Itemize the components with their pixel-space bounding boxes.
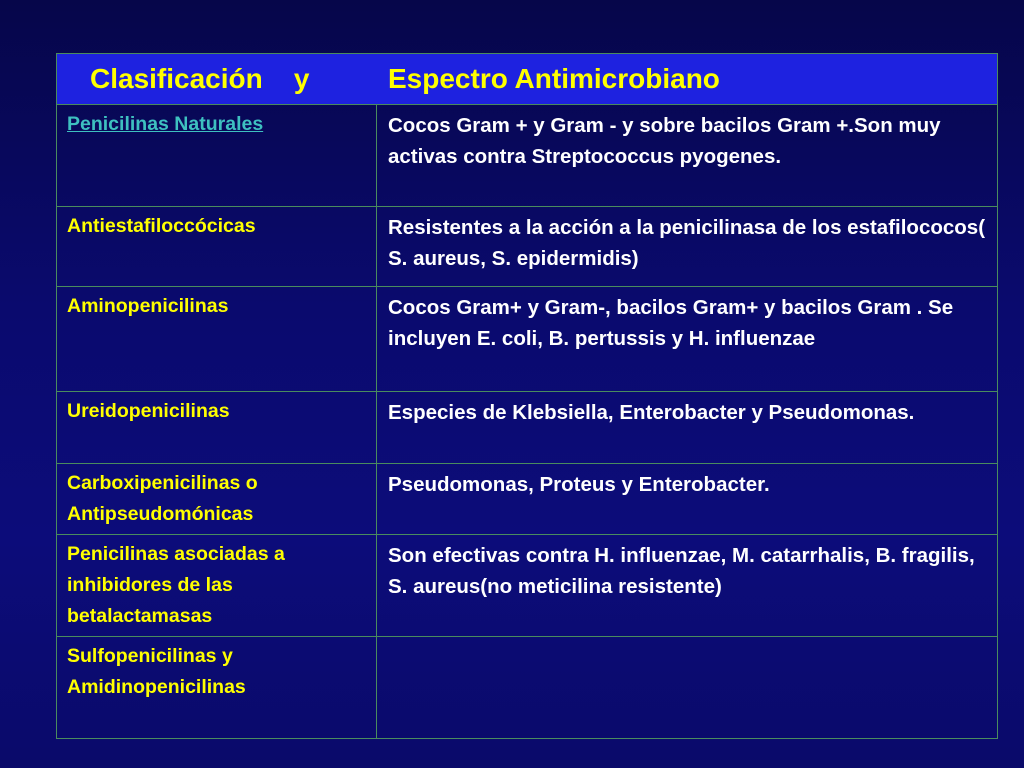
category-cell: Ureidopenicilinas [57, 392, 377, 464]
category-link-penicilinas-naturales[interactable]: Penicilinas Naturales [67, 113, 264, 135]
spectrum-cell: Son efectivas contra H. influenzae, M. catarrhalis, B. fragilis, S. aureus(no meticilina resistente) [377, 535, 998, 637]
table-header [57, 54, 998, 105]
table-row [57, 287, 998, 392]
table-row [57, 464, 998, 535]
spectrum-cell: Cocos Gram+ y Gram-, bacilos Gram+ y bacilos Gram . Se incluyen E. coli, B. pertussis y H. influenzae [377, 287, 998, 392]
spectrum-cell: Resistentes a la acción a la penicilinasa de los estafilococos( S. aureus, S. epidermidis) [377, 207, 998, 287]
table-header-row [57, 54, 998, 105]
category-cell: Penicilinas asociadas a inhibidores de las betalactamasas [57, 535, 377, 637]
table-row [57, 637, 998, 739]
table-row [57, 105, 998, 207]
spectrum-cell: Cocos Gram + y Gram - y sobre bacilos Gram +.Son muy activas contra Streptococcus pyogenes. [377, 105, 998, 207]
spectrum-cell: Pseudomonas, Proteus y Enterobacter. [377, 464, 998, 535]
category-cell: Carboxipenicilinas o Antipseudomónicas [57, 464, 377, 535]
category-cell: Aminopenicilinas [57, 287, 377, 392]
category-cell: Antiestafiloccócicas [57, 207, 377, 287]
category-cell [57, 105, 377, 207]
spectrum-cell: Especies de Klebsiella, Enterobacter y Pseudomonas. [377, 392, 998, 464]
category-cell: Sulfopenicilinas y Amidinopenicilinas [57, 637, 377, 739]
table-row [57, 207, 998, 287]
header-title-spectrum: Espectro Antimicrobiano [388, 63, 720, 94]
classification-table [56, 53, 998, 739]
spectrum-cell [377, 637, 998, 739]
header-title-classification: Clasificación y [90, 63, 310, 94]
table-row [57, 535, 998, 637]
table-row [57, 392, 998, 464]
